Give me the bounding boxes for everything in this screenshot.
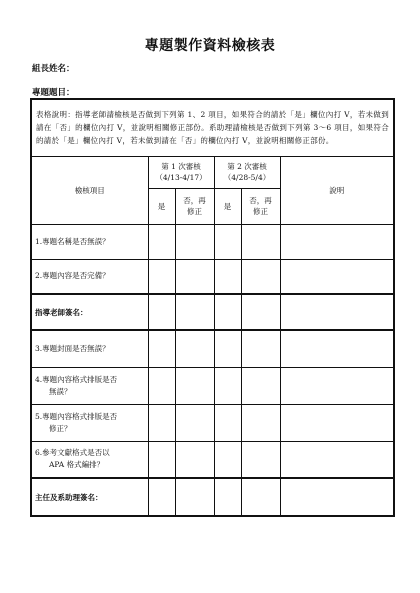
no-label-line2: 修正 bbox=[187, 207, 202, 216]
checkbox-cell[interactable] bbox=[175, 224, 214, 259]
checkbox-cell[interactable] bbox=[175, 441, 214, 478]
check-item-6: 6.參考文獻格式是否以 APA 格式編排？ bbox=[31, 441, 148, 478]
instructions: 表格說明：指導老師請檢核是否做到下列第 1、2 項目，如果符合的請於「是」欄位內打 V，若未做到請在「否」的欄位內打 V，並說明相關修正部份。系助理請檢核是否做到下列第 3～6 項目，如果符合的請於「是」欄位內打 V，若未做到請在「否」的欄位內打 V，並說明相關修正部份。 bbox=[31, 99, 394, 156]
signature-cell[interactable] bbox=[241, 478, 280, 516]
signature-cell[interactable] bbox=[175, 478, 214, 516]
signature-cell[interactable] bbox=[175, 294, 214, 330]
signature-cell[interactable] bbox=[280, 294, 394, 330]
checkbox-cell[interactable] bbox=[214, 441, 241, 478]
checkbox-cell[interactable] bbox=[148, 367, 175, 404]
header-check-item: 檢核項目 bbox=[31, 156, 148, 224]
check-item-4: 4.專題內容格式排版是否 無誤？ bbox=[31, 367, 148, 404]
checkbox-cell[interactable] bbox=[241, 441, 280, 478]
table-row bbox=[31, 441, 394, 478]
group-leader-label: 組長姓名： bbox=[32, 64, 75, 74]
checkbox-cell[interactable] bbox=[214, 330, 241, 367]
header-round-2 bbox=[214, 156, 280, 188]
advisor-signature-label: 指導老師簽名： bbox=[31, 294, 148, 330]
round-1-dates: （4/13-4/17） bbox=[155, 173, 207, 182]
no-label-line1: 否，再 bbox=[249, 196, 272, 205]
header-yes-2: 是 bbox=[214, 188, 241, 224]
signature-cell[interactable] bbox=[148, 478, 175, 516]
form-title: 專題製作資料檢核表 bbox=[144, 38, 276, 54]
signature-cell[interactable] bbox=[280, 478, 394, 516]
checkbox-cell[interactable] bbox=[148, 224, 175, 259]
signature-cell[interactable] bbox=[214, 294, 241, 330]
remarks-cell[interactable] bbox=[280, 404, 394, 441]
project-title-label: 專題題目： bbox=[32, 88, 75, 98]
round-2-dates: （4/28-5/4） bbox=[223, 173, 271, 182]
table-row bbox=[31, 259, 394, 294]
check-item-1: 1.專題名稱是否無誤？ bbox=[31, 224, 148, 259]
table-row bbox=[31, 404, 394, 441]
checkbox-cell[interactable] bbox=[175, 330, 214, 367]
checkbox-cell[interactable] bbox=[148, 259, 175, 294]
checkbox-cell[interactable] bbox=[175, 259, 214, 294]
checkbox-cell[interactable] bbox=[214, 404, 241, 441]
header-remarks: 說明 bbox=[280, 156, 394, 224]
checkbox-cell[interactable] bbox=[241, 367, 280, 404]
checkbox-cell[interactable] bbox=[148, 330, 175, 367]
header-no-2 bbox=[241, 188, 280, 224]
checkbox-cell[interactable] bbox=[241, 259, 280, 294]
no-label-line2: 修正 bbox=[253, 207, 268, 216]
table-row bbox=[31, 224, 394, 259]
table-row bbox=[31, 367, 394, 404]
header-yes-1: 是 bbox=[148, 188, 175, 224]
checkbox-cell[interactable] bbox=[175, 367, 214, 404]
signature-cell[interactable] bbox=[148, 294, 175, 330]
checkbox-cell[interactable] bbox=[148, 441, 175, 478]
checkbox-cell[interactable] bbox=[214, 259, 241, 294]
checkbox-cell[interactable] bbox=[214, 367, 241, 404]
checkbox-cell[interactable] bbox=[241, 224, 280, 259]
signature-cell[interactable] bbox=[241, 294, 280, 330]
round-1-label: 第 1 次審核 bbox=[161, 162, 201, 171]
checkbox-cell[interactable] bbox=[175, 404, 214, 441]
remarks-cell[interactable] bbox=[280, 259, 394, 294]
checkbox-cell[interactable] bbox=[148, 404, 175, 441]
remarks-cell[interactable] bbox=[280, 330, 394, 367]
director-signature-label: 主任及系助理簽名： bbox=[31, 478, 148, 516]
table-row bbox=[31, 330, 394, 367]
header-no-1 bbox=[175, 188, 214, 224]
check-item-5: 5.專題內容格式排版是否 修正？ bbox=[31, 404, 148, 441]
check-item-2: 2.專題內容是否完備？ bbox=[31, 259, 148, 294]
remarks-cell[interactable] bbox=[280, 224, 394, 259]
no-label-line1: 否，再 bbox=[183, 196, 206, 205]
checkbox-cell[interactable] bbox=[241, 330, 280, 367]
checklist-table bbox=[30, 98, 395, 517]
round-2-label: 第 2 次審核 bbox=[227, 162, 267, 171]
signature-cell[interactable] bbox=[214, 478, 241, 516]
remarks-cell[interactable] bbox=[280, 441, 394, 478]
checkbox-cell[interactable] bbox=[214, 224, 241, 259]
check-item-3: 3.專題封面是否無誤？ bbox=[31, 330, 148, 367]
header-round-1 bbox=[148, 156, 214, 188]
remarks-cell[interactable] bbox=[280, 367, 394, 404]
checkbox-cell[interactable] bbox=[241, 404, 280, 441]
